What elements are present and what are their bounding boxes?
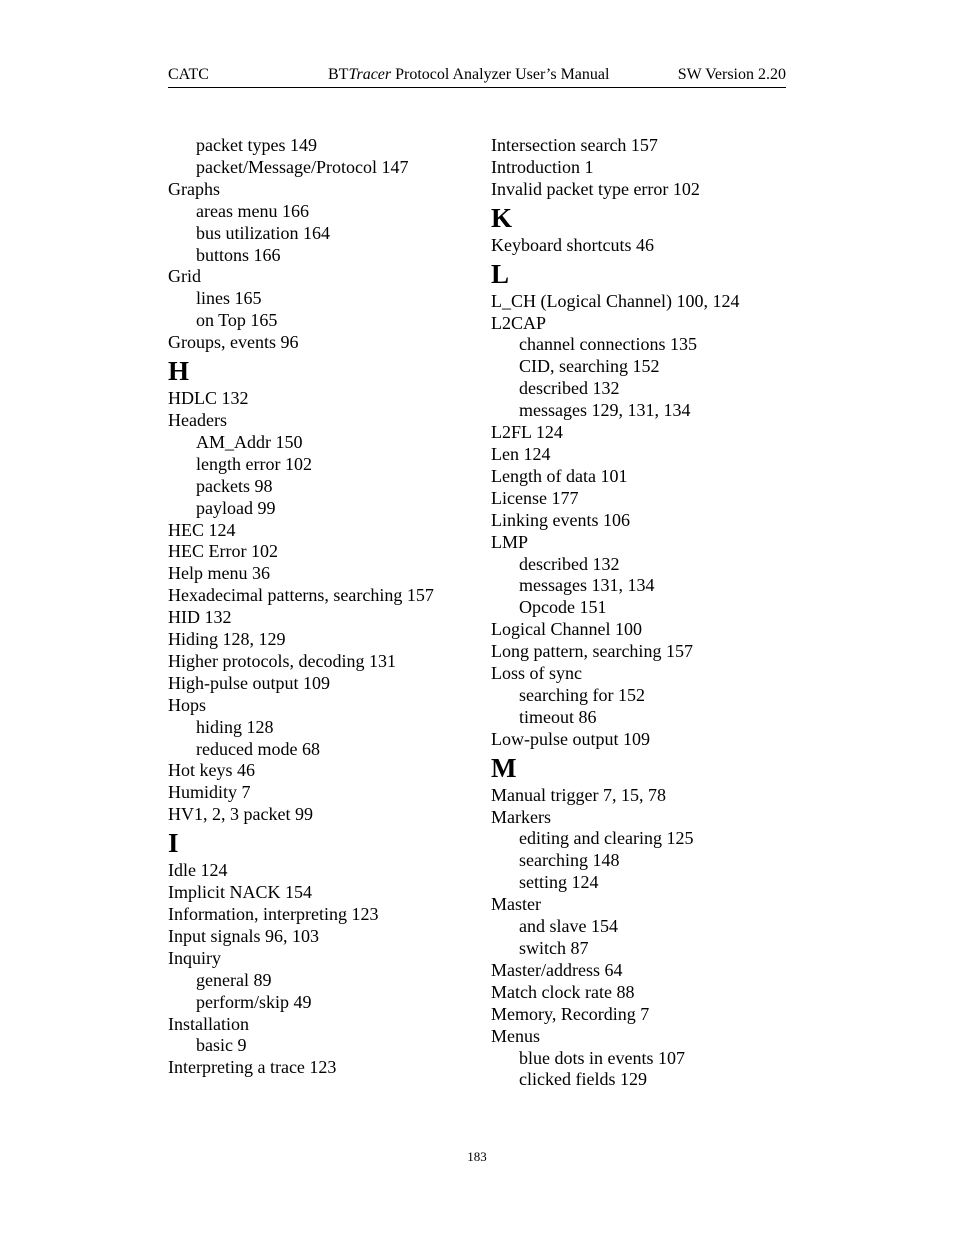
index-entry: Long pattern, searching 157 — [491, 641, 693, 662]
index-section-letter: L — [491, 258, 510, 289]
index-subentry: and slave 154 — [519, 916, 618, 937]
index-entry: Input signals 96, 103 — [168, 925, 319, 946]
index-entry: Master/address 64 — [491, 959, 623, 980]
index-entry: Groups, events 96 — [168, 332, 299, 353]
index-subentry: editing and clearing 125 — [519, 828, 694, 849]
index-subentry: packet types 149 — [196, 135, 317, 155]
index-entry: Keyboard shortcuts 46 — [491, 234, 654, 255]
index-entry: Markers — [491, 806, 551, 827]
index-entry: Inquiry — [168, 947, 221, 968]
index-entry: Hops — [168, 694, 207, 715]
index-subentry: described 132 — [519, 378, 620, 399]
index-subentry: hiding 128 — [196, 716, 274, 737]
index-subentry: searching 148 — [519, 850, 620, 871]
index-entry: High-pulse output 109 — [168, 672, 330, 693]
index-entry: L2CAP — [491, 312, 547, 333]
index-entry: HEC Error 102 — [168, 541, 278, 562]
index-section-letter: I — [168, 828, 179, 859]
index-subentry: lines 165 — [196, 288, 262, 309]
index-entry: Idle 124 — [168, 860, 228, 881]
index-subentry: setting 124 — [519, 872, 599, 893]
header-title-prefix: BT — [328, 66, 349, 83]
header-title-suffix: Protocol Analyzer User’s Manual — [391, 66, 610, 83]
index-subentry: buttons 166 — [196, 244, 281, 265]
index-entry: L_CH (Logical Channel) 100, 124 — [491, 290, 740, 311]
index-entry: Hiding 128, 129 — [168, 629, 286, 650]
index-entry: Logical Channel 100 — [491, 619, 642, 640]
index-entry: HDLC 132 — [168, 388, 249, 409]
index-entry: Master — [491, 894, 541, 915]
index-subentry: channel connections 135 — [519, 334, 697, 355]
index-entry: Low-pulse output 109 — [491, 728, 650, 749]
index-entry: Match clock rate 88 — [491, 981, 635, 1002]
page-number: 183 — [467, 1149, 487, 1164]
index-entry: License 177 — [491, 487, 579, 508]
index-entry: Len 124 — [491, 443, 551, 464]
index-entry: Headers — [168, 409, 227, 430]
index-entry: Interpreting a trace 123 — [168, 1057, 337, 1078]
index-entry: Intersection search 157 — [491, 135, 658, 155]
index-entry: HEC 124 — [168, 519, 236, 540]
index-entry: HV1, 2, 3 packet 99 — [168, 804, 313, 825]
index-subentry: areas menu 166 — [196, 200, 309, 221]
index-subentry: timeout 86 — [519, 706, 597, 727]
index-subentry: general 89 — [196, 969, 272, 990]
index-entry: Loss of sync — [491, 663, 582, 684]
header-manual-title — [328, 65, 609, 85]
index-entry: Menus — [491, 1025, 540, 1046]
header-company: CATC — [168, 66, 209, 83]
index-subentry: packets 98 — [196, 475, 273, 496]
index-entry: Humidity 7 — [168, 782, 251, 803]
index-subentry: packet/Message/Protocol 147 — [196, 156, 409, 177]
index-subentry: AM_Addr 150 — [196, 431, 303, 452]
header-version: SW Version 2.20 — [677, 66, 786, 83]
index-section-letter: K — [491, 202, 513, 233]
index-column-left — [168, 135, 478, 1079]
index-entry: Introduction 1 — [491, 156, 594, 177]
index-subentry: on Top 165 — [196, 310, 278, 331]
index-entry: Linking events 106 — [491, 509, 630, 530]
index-entry: HID 132 — [168, 607, 232, 628]
index-entry: Hot keys 46 — [168, 760, 255, 781]
index-entry: Hexadecimal patterns, searching 157 — [168, 585, 434, 606]
index-subentry: basic 9 — [196, 1035, 247, 1056]
index-entry: Manual trigger 7, 15, 78 — [491, 784, 666, 805]
index-entry: Help menu 36 — [168, 563, 270, 584]
index-entry: Grid — [168, 266, 201, 287]
index-subentry: blue dots in events 107 — [519, 1047, 685, 1068]
index-subentry: Opcode 151 — [519, 597, 607, 618]
index-column-right — [491, 135, 801, 1091]
index-subentry: perform/skip 49 — [196, 991, 312, 1012]
index-entry: Length of data 101 — [491, 465, 628, 486]
index-entry: Information, interpreting 123 — [168, 904, 379, 924]
index-subentry: length error 102 — [196, 453, 312, 474]
index-section-letter: M — [491, 752, 517, 783]
running-header — [168, 65, 786, 88]
index-entry: LMP — [491, 531, 529, 552]
index-subentry: searching for 152 — [519, 684, 645, 705]
index-section-letter: H — [168, 356, 190, 387]
index-entry: Implicit NACK 154 — [168, 882, 312, 903]
index-subentry: messages 129, 131, 134 — [519, 400, 691, 421]
index-subentry: clicked fields 129 — [519, 1069, 647, 1090]
index-subentry: bus utilization 164 — [196, 222, 330, 243]
index-subentry: described 132 — [519, 553, 620, 574]
index-subentry: payload 99 — [196, 497, 276, 518]
index-subentry: reduced mode 68 — [196, 738, 320, 759]
index-entry: Installation — [168, 1013, 249, 1034]
index-entry: Higher protocols, decoding 131 — [168, 650, 396, 671]
index-entry: L2FL 124 — [491, 422, 563, 443]
index-subentry: switch 87 — [519, 938, 589, 958]
index-entry: Invalid packet type error 102 — [491, 178, 700, 199]
index-entry: Graphs — [168, 178, 220, 199]
index-entry: Memory, Recording 7 — [491, 1003, 650, 1024]
header-title-italic: Tracer — [348, 66, 392, 83]
index-subentry: CID, searching 152 — [519, 356, 660, 377]
index-subentry: messages 131, 134 — [519, 575, 655, 596]
